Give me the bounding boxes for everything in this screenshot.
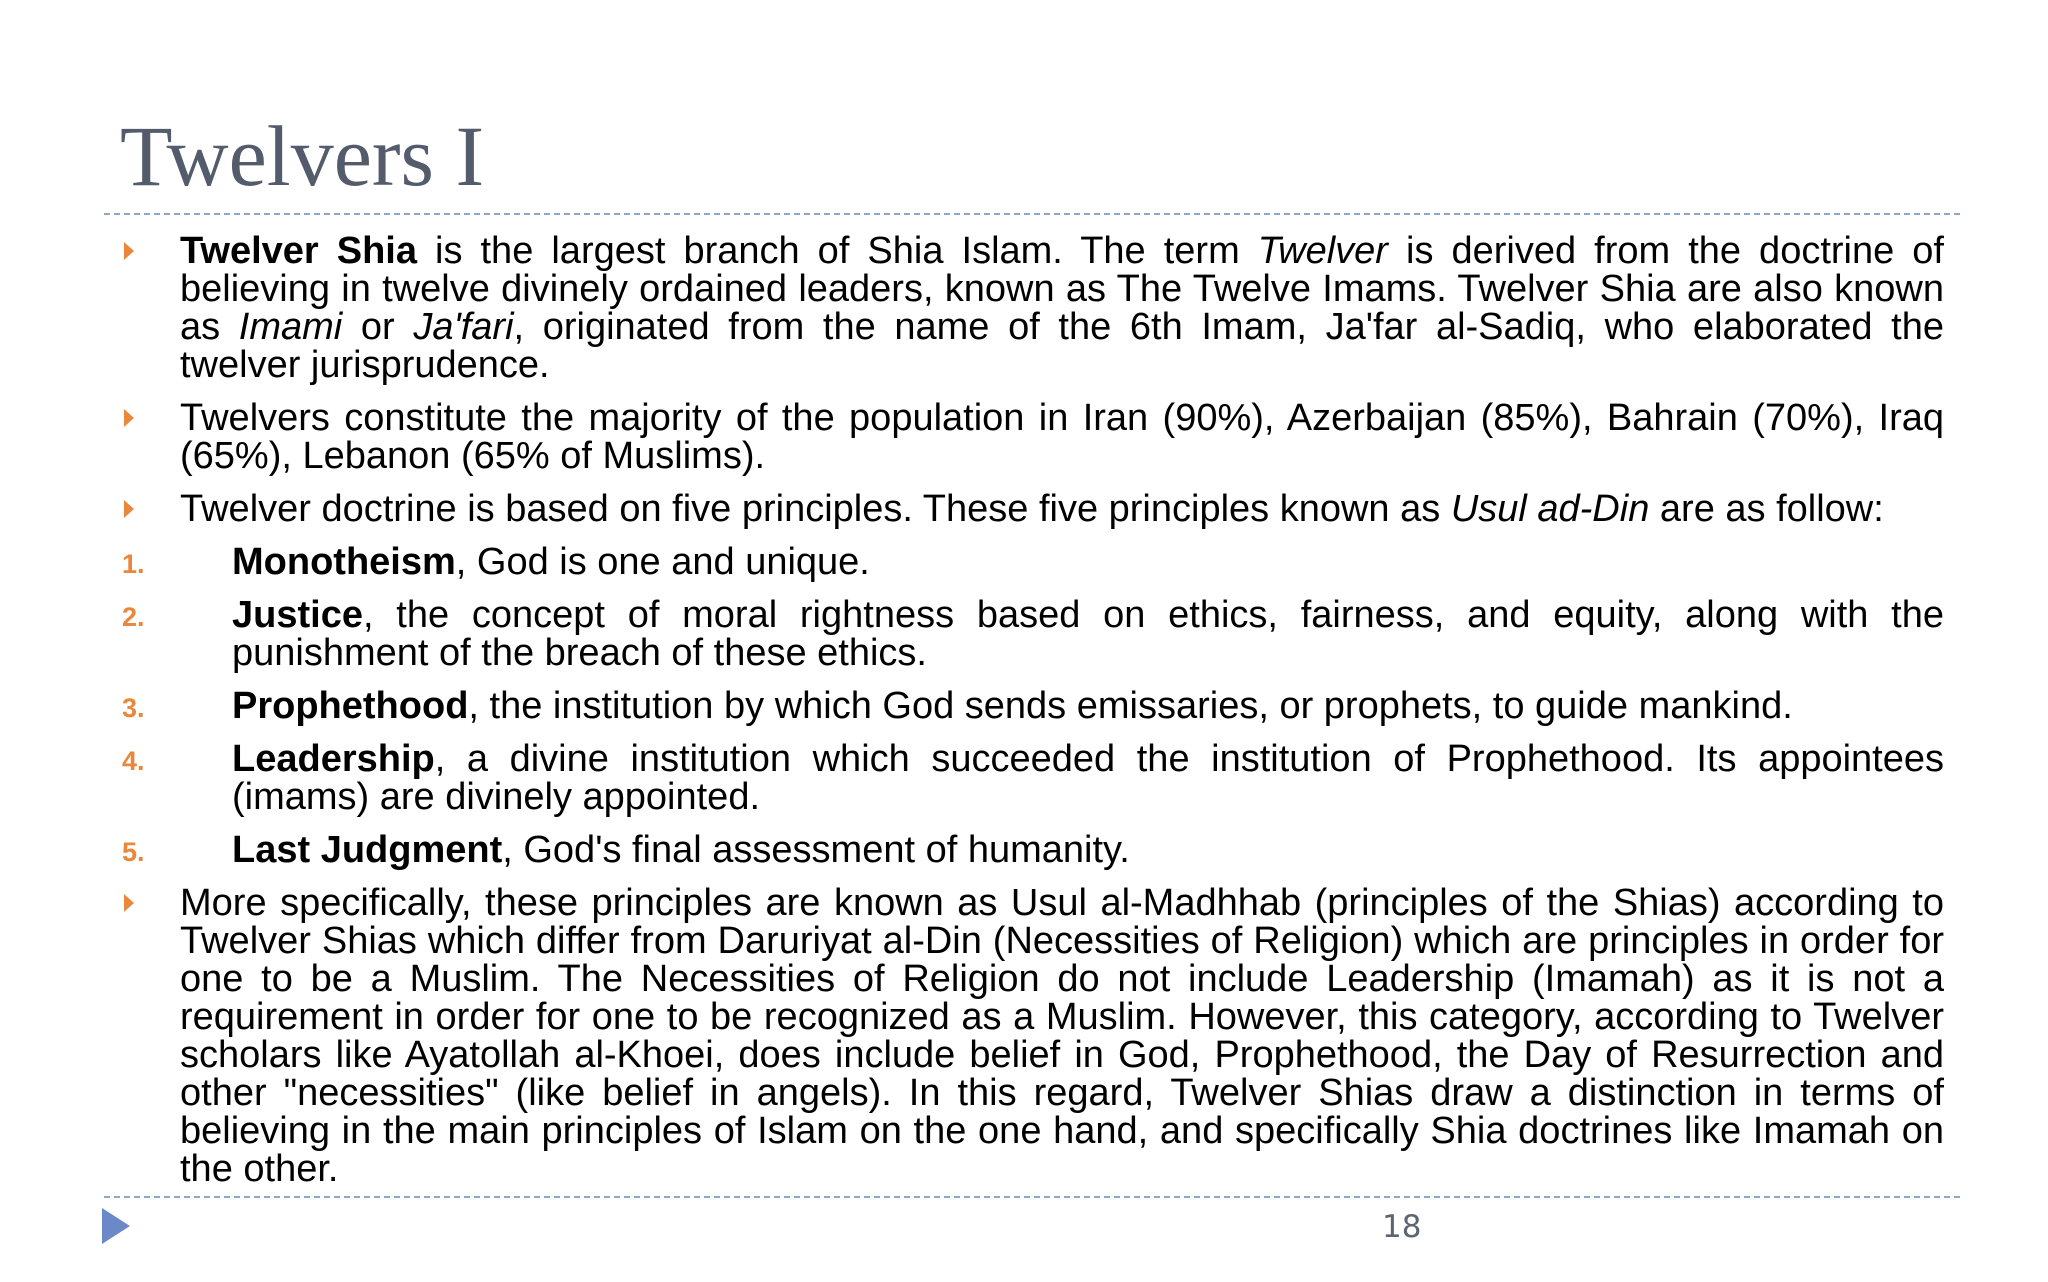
bullet-triangle-icon bbox=[124, 242, 134, 260]
bullet-text: Twelver Shia is the largest branch of Shia Islam. The term Twelver is derived from the doctrine of believing in twelve divinely ordained leaders, known as The Twelve Imams. Twelver Shia are also known as Imami or Ja'fari, originated from the name of the 6th Imam, Ja'far al-Sadiq, who elaborated the twelver jurisprudence. bbox=[180, 230, 1944, 386]
principle-text: Prophethood, the institution by which God sends emissaries, or prophets, to guide mankind. bbox=[232, 685, 1793, 727]
bullet-triangle-icon bbox=[124, 894, 134, 912]
list-number: 4. bbox=[122, 746, 145, 776]
bullet-doctrine bbox=[104, 490, 1944, 528]
principle-text: Last Judgment, God's final assessment of humanity. bbox=[232, 829, 1130, 871]
principle-item bbox=[104, 831, 1944, 869]
page-number: 18 bbox=[1382, 1209, 1422, 1245]
bullet-twelver-shia bbox=[104, 232, 1944, 384]
principle-item bbox=[104, 740, 1944, 816]
list-number: 1. bbox=[122, 549, 145, 579]
bullet-text: More specifically, these principles are known as Usul al-Madhhab (principles of the Shias) according to Twelver Shias which differ from Daruriyat al-Din (Necessities of Religion) which are principles in order for one to be a Muslim. The Necessities of Religion do not include Leadership (Imamah) as it is not a requirement in order for one to be recognized as a Muslim. However, this category, according to Twelver scholars like Ayatollah al-Khoei, does include belief in God, Prophethood, the Day of Resurrection and other "necessities" (like belief in angels). In this regard, Twelver Shias draw a distinction in terms of believing in the main principles of Islam on the one hand, and specifically Shia doctrines like Imamah on the other. bbox=[180, 882, 1944, 1190]
principle-item bbox=[104, 687, 1944, 725]
principle-item bbox=[104, 596, 1944, 672]
principle-item bbox=[104, 543, 1944, 581]
principle-text: Justice, the concept of moral rightness based on ethics, fairness, and equity, along with the punishment of the breach of these ethics. bbox=[232, 594, 1944, 674]
footer-divider bbox=[104, 1196, 1960, 1198]
list-number: 5. bbox=[122, 837, 145, 867]
slide-title: Twelvers I bbox=[120, 108, 485, 204]
bullet-triangle-icon bbox=[124, 500, 134, 518]
bullet-usul-al-madhhab bbox=[104, 884, 1944, 1188]
list-number: 3. bbox=[122, 693, 145, 723]
bullet-text: Twelver doctrine is based on five principles. These five principles known as Usul ad-Din are as follow: bbox=[180, 488, 1884, 530]
slide-body bbox=[104, 232, 1944, 1203]
bullet-text: Twelvers constitute the majority of the population in Iran (90%), Azerbaijan (85%), Bahrain (70%), Iraq (65%), Lebanon (65% of Muslims). bbox=[180, 397, 1944, 477]
bullet-population bbox=[104, 399, 1944, 475]
principle-text: Monotheism, God is one and unique. bbox=[232, 541, 870, 583]
principle-text: Leadership, a divine institution which succeeded the institution of Prophethood. Its appointees (imams) are divinely appointed. bbox=[232, 738, 1944, 818]
title-divider bbox=[104, 213, 1960, 215]
list-number: 2. bbox=[122, 602, 145, 632]
bullet-triangle-icon bbox=[124, 409, 134, 427]
play-arrow-icon bbox=[102, 1208, 130, 1244]
